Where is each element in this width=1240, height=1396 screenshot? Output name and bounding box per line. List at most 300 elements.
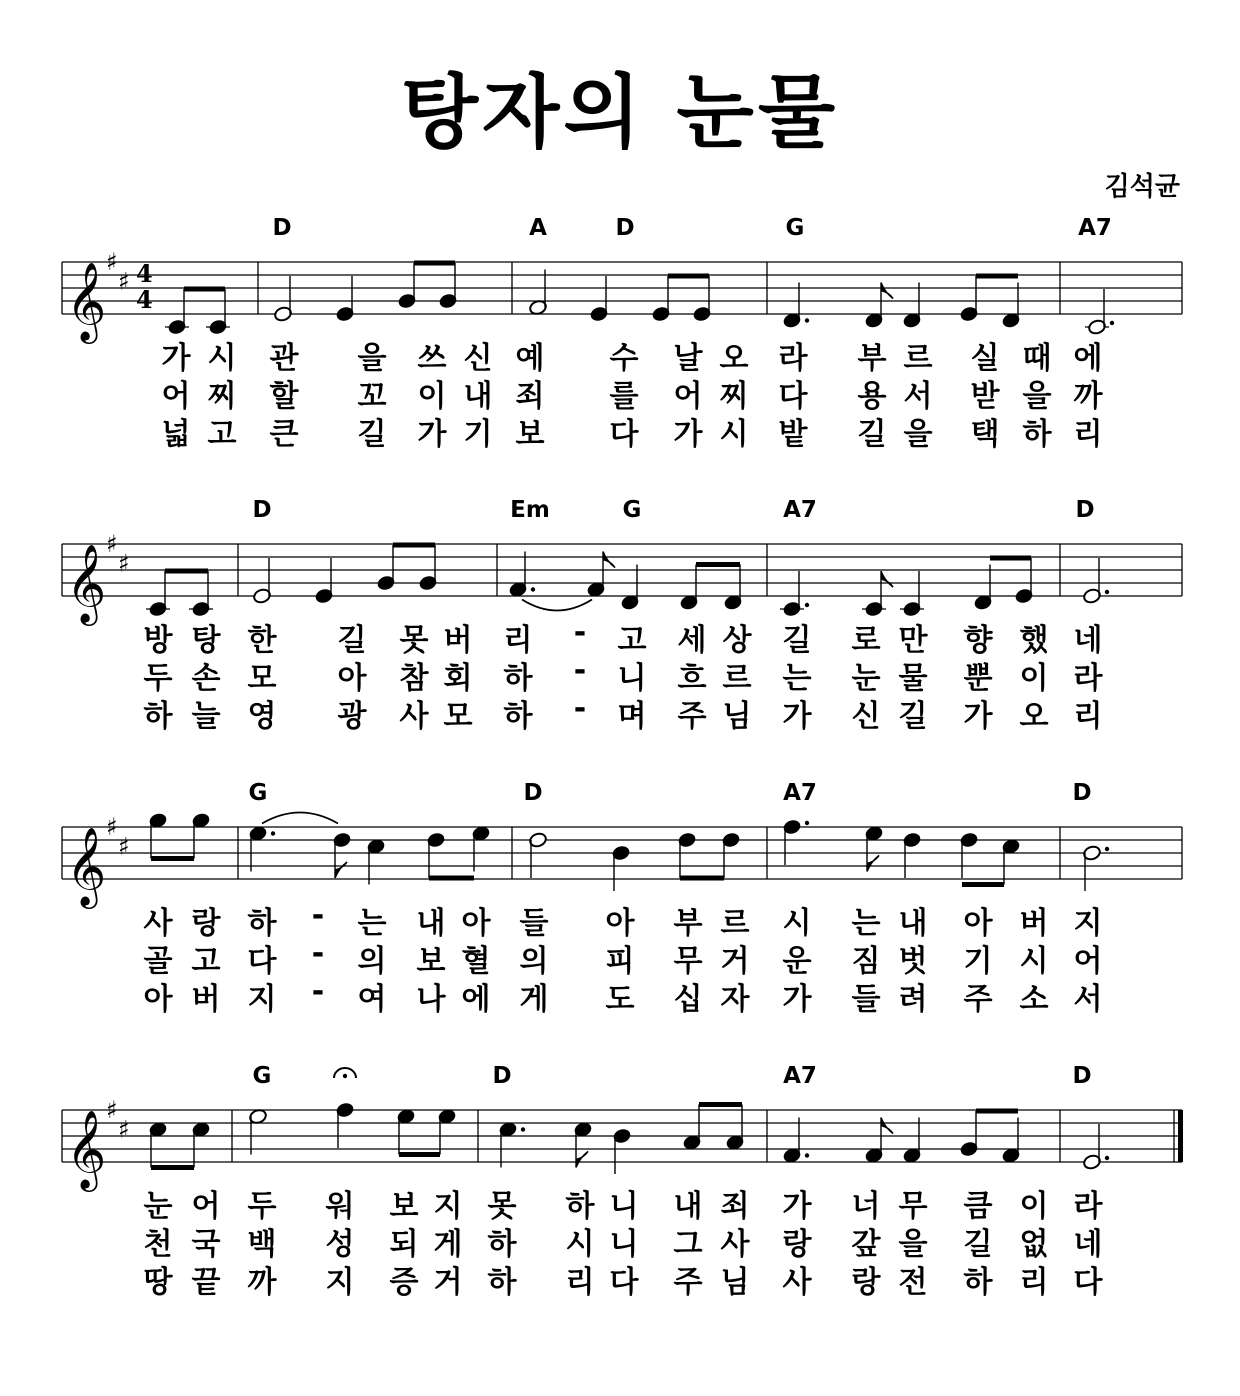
note: [973, 565, 992, 611]
chord-symbol: D: [1072, 1063, 1092, 1089]
lyric-syllable: -: [573, 653, 587, 688]
lyric-syllable: 게: [519, 982, 549, 1017]
lyric-syllable: 주: [963, 982, 993, 1017]
note: [418, 545, 437, 591]
note: [148, 1121, 167, 1167]
sharp-icon: ♯: [106, 248, 118, 276]
lyric-syllable: 광: [337, 699, 367, 734]
chord-symbol: A7: [783, 497, 817, 523]
note: [273, 276, 292, 322]
note: [248, 825, 275, 871]
lyric-syllable: 했: [1019, 623, 1049, 658]
lyric-syllable: 서: [903, 379, 933, 414]
lyric-syllable: 땅: [143, 1265, 173, 1300]
lyric-syllable: 눈: [851, 661, 881, 696]
note: [959, 276, 978, 322]
sharp-icon: ♯: [118, 1115, 130, 1144]
lyric-syllable: 부: [673, 906, 703, 941]
lyric-syllable: 성: [325, 1227, 355, 1262]
note: [248, 1108, 267, 1154]
lyric-syllable: 세: [677, 623, 707, 658]
chord-symbol: G: [785, 215, 805, 241]
lyric-syllable: 리: [565, 1265, 595, 1300]
lyric-syllable: 피: [605, 944, 635, 979]
lyric-syllable: 가: [673, 417, 703, 452]
lyric-syllable: 길: [782, 623, 812, 658]
lyric-syllable: 사: [782, 1265, 812, 1300]
lyric-syllable: 늘: [191, 699, 221, 734]
lyric-syllable: 예: [515, 341, 545, 376]
lyric-syllable: 버: [191, 982, 221, 1017]
lyric-syllable: 큼: [963, 1189, 993, 1224]
lyric-syllable: 길: [898, 699, 928, 734]
lyric-syllable: 리: [1073, 699, 1103, 734]
lyric-syllable: 방: [143, 623, 173, 658]
lyric-syllable: 내: [673, 1189, 703, 1224]
tie: [262, 813, 338, 824]
lyric-syllable: 어: [191, 1189, 221, 1224]
lyric-syllable: 르: [720, 906, 750, 941]
lyric-syllable: 다: [609, 1265, 639, 1300]
lyric-syllable: 를: [609, 379, 639, 414]
lyric-syllable: 하: [487, 1227, 517, 1262]
lyric-syllable: 을: [357, 341, 387, 376]
lyric-syllable: 보: [389, 1189, 419, 1224]
lyric-syllable: 이: [417, 379, 447, 414]
lyric-syllable: 받: [970, 379, 1000, 414]
lyric-syllable: -: [573, 615, 587, 650]
chord-symbol: D: [523, 780, 543, 806]
lyric-syllable: 상: [722, 623, 752, 658]
lyric-syllable: -: [311, 898, 325, 933]
lyric-syllable: 고: [191, 944, 221, 979]
treble-clef-icon: 𝄞: [66, 262, 107, 341]
lyric-syllable: 없: [1019, 1227, 1049, 1262]
lyric-syllable: 의: [357, 944, 387, 979]
lyric-syllable: 하: [1022, 417, 1052, 452]
lyric-syllable: 여: [357, 982, 387, 1017]
note: [437, 1108, 456, 1154]
note: [620, 565, 639, 611]
lyric-syllable: 가: [963, 699, 993, 734]
lyric-syllable: -: [311, 974, 325, 1009]
lyric-syllable: 고: [207, 417, 237, 452]
note: [611, 845, 630, 891]
lyric-syllable: 참: [399, 661, 429, 696]
lyric-syllable: 랑: [782, 1227, 812, 1262]
lyric-syllable: 리: [1019, 1265, 1049, 1300]
lyric-syllable: 다: [1073, 1265, 1103, 1300]
tie: [522, 600, 592, 611]
note: [682, 1105, 701, 1151]
chord-symbol: D: [492, 1063, 512, 1089]
lyric-syllable: 거: [433, 1265, 463, 1300]
note: [1001, 1118, 1020, 1164]
lyric-syllable: 을: [903, 417, 933, 452]
lyric-syllable: 다: [247, 944, 277, 979]
lyric-syllable: 는: [782, 661, 812, 696]
composer-name: 김석균: [1104, 172, 1180, 202]
chord-symbol: D: [1072, 780, 1092, 806]
lyric-syllable: 못: [487, 1189, 517, 1224]
lyric-syllable: 전: [898, 1265, 928, 1300]
lyric-syllable: 시: [782, 906, 812, 941]
lyric-syllable: 의: [519, 944, 549, 979]
lyric-syllable: 주: [677, 699, 707, 734]
lyric-syllable: 사: [143, 906, 173, 941]
lyric-syllable: 내: [416, 906, 446, 941]
time-signature-digit: 4: [136, 285, 153, 314]
lyric-syllable: 리: [503, 623, 533, 658]
lyric-syllable: 큰: [269, 417, 299, 452]
lyric-syllable: 내: [898, 906, 928, 941]
lyric-syllable: 나: [416, 982, 446, 1017]
lyric-syllable: 시: [565, 1227, 595, 1262]
lyric-syllable: 찌: [207, 379, 237, 414]
note: [1085, 289, 1114, 335]
note: [902, 283, 921, 329]
lyric-syllable: 아: [337, 661, 367, 696]
lyric-syllable: 택: [970, 417, 1000, 452]
lyric-syllable: 영: [247, 699, 277, 734]
note: [314, 558, 333, 604]
lyric-syllable: 향: [963, 623, 993, 658]
lyric-syllable: 르: [903, 341, 933, 376]
lyric-syllable: 을: [1022, 379, 1052, 414]
lyric-syllable: 이: [1019, 1189, 1049, 1224]
note: [573, 1121, 592, 1167]
lyric-syllable: 님: [722, 699, 752, 734]
lyric-syllable: 죄: [720, 1189, 750, 1224]
lyric-syllable: 무: [898, 1189, 928, 1224]
lyric-syllable: 로: [851, 623, 881, 658]
note: [677, 832, 696, 878]
lyric-syllable: 가: [782, 699, 812, 734]
song-title: 탕자의 눈물: [400, 66, 840, 159]
note: [206, 289, 230, 335]
chord-symbol: Em: [510, 497, 550, 523]
lyric-syllable: 보: [416, 944, 446, 979]
lyric-syllable: -: [311, 936, 325, 971]
sharp-icon: ♯: [118, 267, 130, 296]
note: [782, 1118, 809, 1164]
lyric-syllable: 운: [782, 944, 812, 979]
lyric-syllable: 다: [609, 417, 639, 452]
lyric-syllable: 날: [673, 341, 703, 376]
chord-symbol: G: [248, 780, 268, 806]
lyric-syllable: 기: [963, 944, 993, 979]
lyric-syllable: 길: [857, 417, 887, 452]
note: [900, 571, 924, 617]
note: [498, 1121, 525, 1167]
note: [376, 545, 395, 591]
lyric-syllable: 에: [1073, 341, 1103, 376]
lyric-syllable: 까: [1073, 379, 1103, 414]
note: [959, 832, 978, 878]
chord-symbol: A7: [783, 780, 817, 806]
lyric-syllable: 지: [1073, 906, 1103, 941]
note: [902, 832, 921, 878]
note: [959, 1111, 978, 1157]
lyric-syllable: 시: [207, 341, 237, 376]
lyric-syllable: 까: [247, 1265, 277, 1300]
lyric-syllable: 는: [851, 906, 881, 941]
lyric-syllable: 그: [673, 1227, 703, 1262]
lyric-syllable: 회: [443, 661, 473, 696]
chord-symbol: D: [252, 497, 272, 523]
note: [864, 825, 883, 871]
sharp-icon: ♯: [106, 1096, 118, 1124]
chord-symbol: A7: [1078, 215, 1112, 241]
lyric-syllable: 때: [1022, 341, 1052, 376]
note: [651, 276, 670, 322]
note: [782, 819, 809, 865]
treble-clef-icon: 𝄞: [66, 827, 107, 906]
note: [780, 571, 809, 617]
lyric-syllable: 눈: [143, 1189, 173, 1224]
note: [864, 1118, 893, 1164]
note: [1001, 283, 1020, 329]
lyric-syllable: 국: [191, 1227, 221, 1262]
chord-symbol: A7: [783, 1063, 817, 1089]
lyric-syllable: 라: [1073, 1189, 1103, 1224]
lyric-syllable: 게: [433, 1227, 463, 1262]
lyric-syllable: 수: [609, 341, 639, 376]
lyric-syllable: 길: [357, 417, 387, 452]
note: [723, 565, 742, 611]
lyric-syllable: 십: [673, 982, 703, 1017]
lyric-syllable: 주: [673, 1265, 703, 1300]
note: [782, 283, 809, 329]
lyric-syllable: 가: [161, 341, 191, 376]
lyric-syllable: 짐: [851, 944, 881, 979]
note: [438, 263, 457, 309]
lyric-syllable: 흐: [677, 661, 707, 696]
lyric-syllable: 랑: [191, 906, 221, 941]
lyric-syllable: 되: [389, 1227, 419, 1262]
lyric-syllable: 찌: [719, 379, 749, 414]
lyric-syllable: 니: [609, 1227, 639, 1262]
note: [396, 1108, 415, 1154]
lyric-syllable: 관: [269, 341, 299, 376]
lyric-syllable: 시: [1019, 944, 1049, 979]
lyric-syllable: 뿐: [963, 661, 993, 696]
lyric-syllable: 사: [720, 1227, 750, 1262]
time-signature-digit: 4: [136, 259, 153, 288]
staff-system-1: [0, 215, 1240, 455]
lyric-syllable: 버: [1019, 906, 1049, 941]
lyric-syllable: 하: [963, 1265, 993, 1300]
lyric-syllable: 지: [247, 982, 277, 1017]
lyric-syllable: 길: [963, 1227, 993, 1262]
note: [528, 270, 547, 316]
lyric-syllable: 아: [963, 906, 993, 941]
lyric-syllable: 부: [857, 341, 887, 376]
lyric-syllable: 증: [389, 1265, 419, 1300]
lyric-syllable: 니: [617, 661, 647, 696]
lyric-syllable: 못: [399, 623, 429, 658]
lyric-syllable: 아: [461, 906, 491, 941]
staff-system-2: [0, 497, 1240, 737]
lyric-syllable: 지: [433, 1189, 463, 1224]
lyric-syllable: 워: [325, 1189, 355, 1224]
lyric-syllable: 리: [1073, 417, 1103, 452]
lyric-syllable: 려: [898, 982, 928, 1017]
lyric-syllable: 하: [247, 906, 277, 941]
note: [586, 552, 615, 598]
lyric-syllable: 무: [673, 944, 703, 979]
lyric-syllable: 끝: [191, 1265, 221, 1300]
lyric-syllable: 천: [143, 1227, 173, 1262]
lyric-syllable: 아: [605, 906, 635, 941]
lyric-syllable: 실: [970, 341, 1000, 376]
lyric-syllable: 에: [461, 982, 491, 1017]
lyric-syllable: 서: [1073, 982, 1103, 1017]
lyric-syllable: 탕: [191, 623, 221, 658]
chord-symbol: D: [615, 215, 635, 241]
lyric-syllable: 라: [778, 341, 808, 376]
lyric-syllable: 길: [337, 623, 367, 658]
lyric-syllable: -: [573, 691, 587, 726]
lyric-syllable: 내: [463, 379, 493, 414]
lyric-syllable: 쓰: [417, 341, 447, 376]
note: [252, 558, 271, 604]
lyric-syllable: 이: [1019, 661, 1049, 696]
lyric-syllable: 보: [515, 417, 545, 452]
lyric-syllable: 을: [898, 1227, 928, 1262]
lyric-syllable: 고: [617, 623, 647, 658]
treble-clef-icon: 𝄞: [66, 1110, 107, 1189]
lyric-syllable: 버: [443, 623, 473, 658]
lyric-syllable: 두: [247, 1189, 277, 1224]
lyric-syllable: 너: [851, 1189, 881, 1224]
lyric-syllable: 사: [399, 699, 429, 734]
lyric-syllable: 갚: [851, 1227, 881, 1262]
lyric-syllable: 하: [565, 1189, 595, 1224]
note: [528, 832, 547, 878]
lyric-syllable: 두: [143, 661, 173, 696]
note: [508, 552, 535, 598]
note: [191, 1121, 210, 1167]
chord-symbol: D: [1075, 497, 1095, 523]
lyric-syllable: 만: [898, 623, 928, 658]
lyric-syllable: 꼬: [357, 379, 387, 414]
lyric-syllable: 골: [143, 944, 173, 979]
lyric-syllable: 도: [605, 982, 635, 1017]
lyric-syllable: 기: [463, 417, 493, 452]
note: [1082, 1124, 1109, 1170]
lyric-syllable: 죄: [515, 379, 545, 414]
chord-symbol: G: [622, 497, 642, 523]
lyric-syllable: 넓: [161, 417, 191, 452]
lyric-syllable: 어: [673, 379, 703, 414]
lyric-syllable: 다: [778, 379, 808, 414]
lyric-syllable: 용: [857, 379, 887, 414]
sharp-icon: ♯: [118, 549, 130, 578]
lyric-syllable: 가: [782, 982, 812, 1017]
lyric-syllable: 거: [720, 944, 750, 979]
note: [612, 1128, 631, 1174]
lyric-syllable: 며: [617, 699, 647, 734]
note: [397, 263, 416, 309]
note: [1082, 558, 1109, 604]
lyric-syllable: 어: [161, 379, 191, 414]
note: [471, 825, 490, 871]
sharp-icon: ♯: [118, 832, 130, 861]
lyric-syllable: 물: [898, 661, 928, 696]
lyric-syllable: 모: [247, 661, 277, 696]
lyric-syllable: 네: [1073, 623, 1103, 658]
note: [366, 838, 385, 884]
lyric-syllable: 밭: [778, 417, 808, 452]
note: [589, 276, 608, 322]
lyric-syllable: 하: [143, 699, 173, 734]
staff-system-3: [0, 780, 1240, 1020]
lyric-syllable: 들: [851, 982, 881, 1017]
note: [902, 1118, 921, 1164]
sharp-icon: ♯: [106, 530, 118, 558]
lyric-syllable: 오: [719, 341, 749, 376]
note: [1001, 838, 1020, 884]
lyric-syllable: 니: [609, 1189, 639, 1224]
lyric-syllable: 가: [417, 417, 447, 452]
note: [1014, 558, 1033, 604]
note: [1082, 845, 1109, 891]
note: [335, 276, 354, 322]
lyric-syllable: 님: [720, 1265, 750, 1300]
lyric-syllable: 소: [1019, 982, 1049, 1017]
note: [191, 812, 210, 858]
lyric-syllable: 들: [519, 906, 549, 941]
note: [692, 276, 711, 322]
note: [864, 283, 893, 329]
note: [862, 571, 893, 617]
note: [426, 832, 445, 878]
lyric-syllable: 어: [1073, 944, 1103, 979]
chord-symbol: A: [529, 215, 547, 241]
lyric-syllable: 라: [1073, 661, 1103, 696]
lyric-syllable: 벗: [898, 944, 928, 979]
lyric-syllable: 가: [782, 1189, 812, 1224]
note: [189, 571, 213, 617]
final-barline: [1178, 1110, 1183, 1162]
chord-symbol: G: [252, 1063, 272, 1089]
lyric-syllable: 손: [191, 661, 221, 696]
treble-clef-icon: 𝄞: [66, 544, 107, 623]
lyric-syllable: 자: [720, 982, 750, 1017]
lyric-syllable: 백: [247, 1227, 277, 1262]
lyric-syllable: 는: [357, 906, 387, 941]
lyric-syllable: 신: [851, 699, 881, 734]
note: [165, 289, 189, 335]
lyric-syllable: 혈: [461, 944, 491, 979]
lyric-syllable: 한: [247, 623, 277, 658]
note: [146, 571, 170, 617]
note: [332, 832, 351, 878]
note: [679, 565, 698, 611]
lyric-syllable: 하: [503, 699, 533, 734]
chord-symbol: D: [272, 215, 292, 241]
sharp-icon: ♯: [106, 813, 118, 841]
lyric-syllable: 시: [719, 417, 749, 452]
lyric-syllable: 르: [722, 661, 752, 696]
lyric-syllable: 할: [269, 379, 299, 414]
lyric-syllable: 하: [487, 1265, 517, 1300]
lyric-syllable: 지: [325, 1265, 355, 1300]
lyric-syllable: 오: [1019, 699, 1049, 734]
lyric-syllable: 모: [443, 699, 473, 734]
lyric-syllable: 하: [503, 661, 533, 696]
